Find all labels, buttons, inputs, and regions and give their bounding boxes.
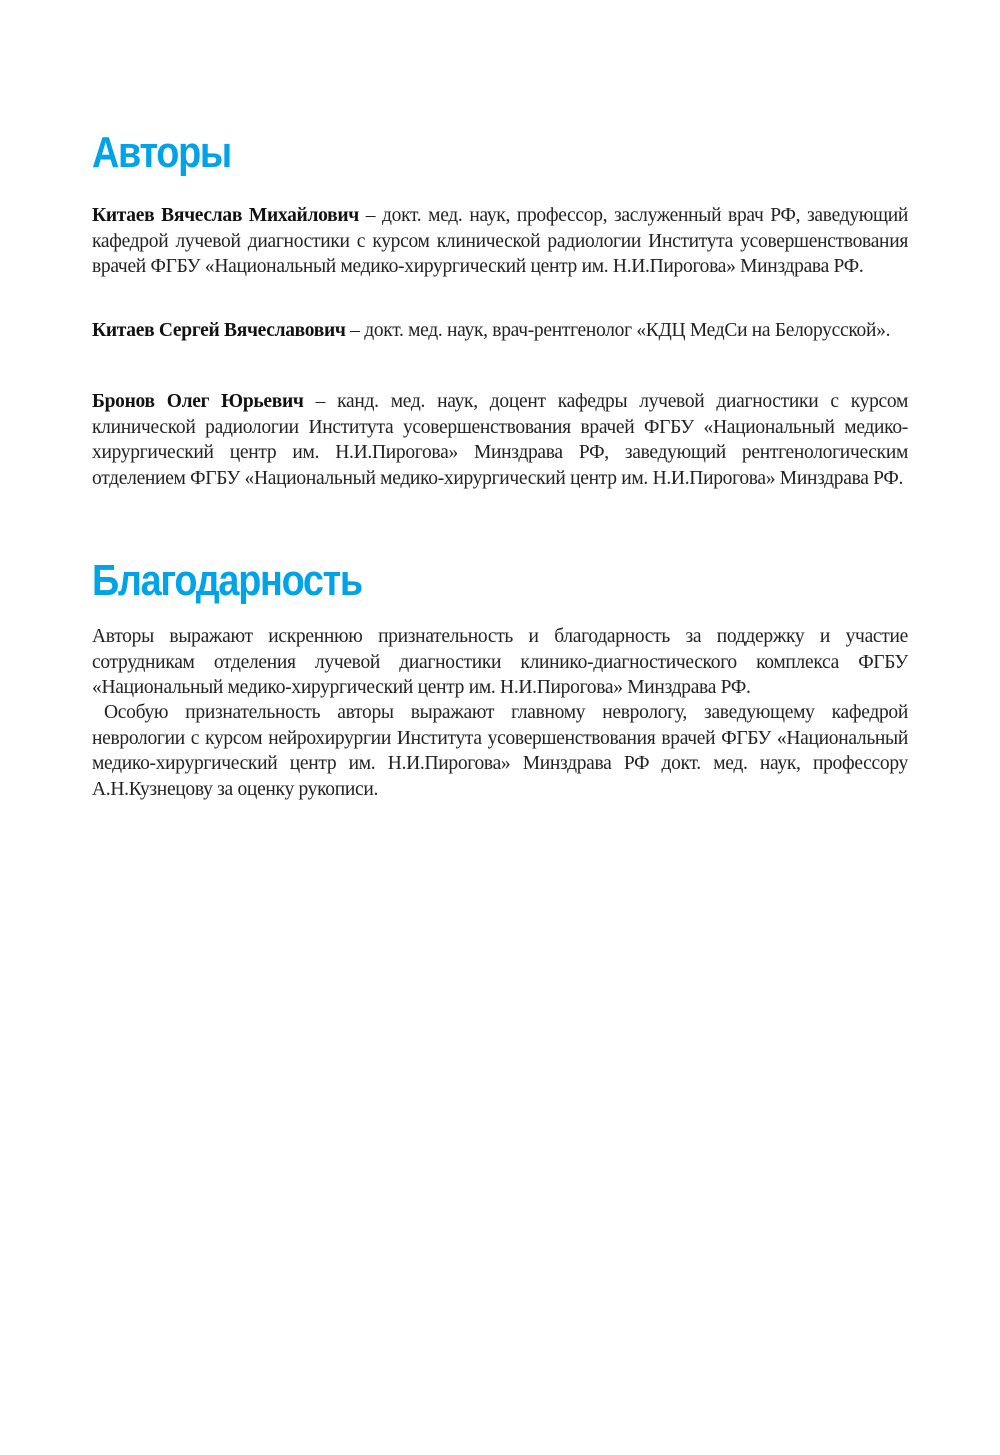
author-name: Китаев Сергей Вячеславович [92,320,346,341]
author-entry [92,389,908,491]
author-description: – докт. мед. наук, профессор, заслуженный врач РФ, заведующий кафедрой лучевой диагностики с курсом клинической радиологии Института усовершенствования врачей ФГБУ «Национальный медико-хирургический центр им. Н.И.Пирогова» Минздрава РФ. [92,205,908,277]
acknowledgement-paragraph: Авторы выражают искреннюю признательность и благодарность за поддержку и участие сотрудникам отделения лучевой диагностики клинико-диагностического комплекса ФГБУ «Национальный медико-хирургический центр им. Н.И.Пирогова» Минздрава РФ. [92,626,908,698]
acknowledgement-paragraph: Особую признательность авторы выражают главному неврологу, заведующему кафедрой неврологии с курсом нейрохирургии Института усовершенствования врачей ФГБУ «Национальный медико-хирургический центр им. Н.И.Пирогова» Минздрава РФ докт. мед. наук, профессору А.Н.Кузнецову за оценку рукописи. [92,702,908,800]
author-name: Китаев Вячеслав Михайлович [92,205,359,226]
author-entry [92,203,908,280]
acknowledgements-heading: Благодарность [92,556,362,605]
author-entry [92,318,908,344]
author-description: – канд. мед. наук, доцент кафедры лучевой диагностики с курсом клинической радиологии Института усовершенствования врачей ФГБУ «Национальный медико-хирургический центр им. Н.И.Пирогова» Минздрава РФ, заведующий рентгенологическим отделением ФГБУ «Национальный медико-хирургический центр им. Н.И.Пирогова» Минздрава РФ. [92,391,909,489]
authors-heading: Авторы [92,128,231,177]
author-description: – докт. мед. наук, врач-рентгенолог «КДЦ МедСи на Белорусской». [345,320,891,341]
author-name: Бронов Олег Юрьевич [92,391,304,412]
